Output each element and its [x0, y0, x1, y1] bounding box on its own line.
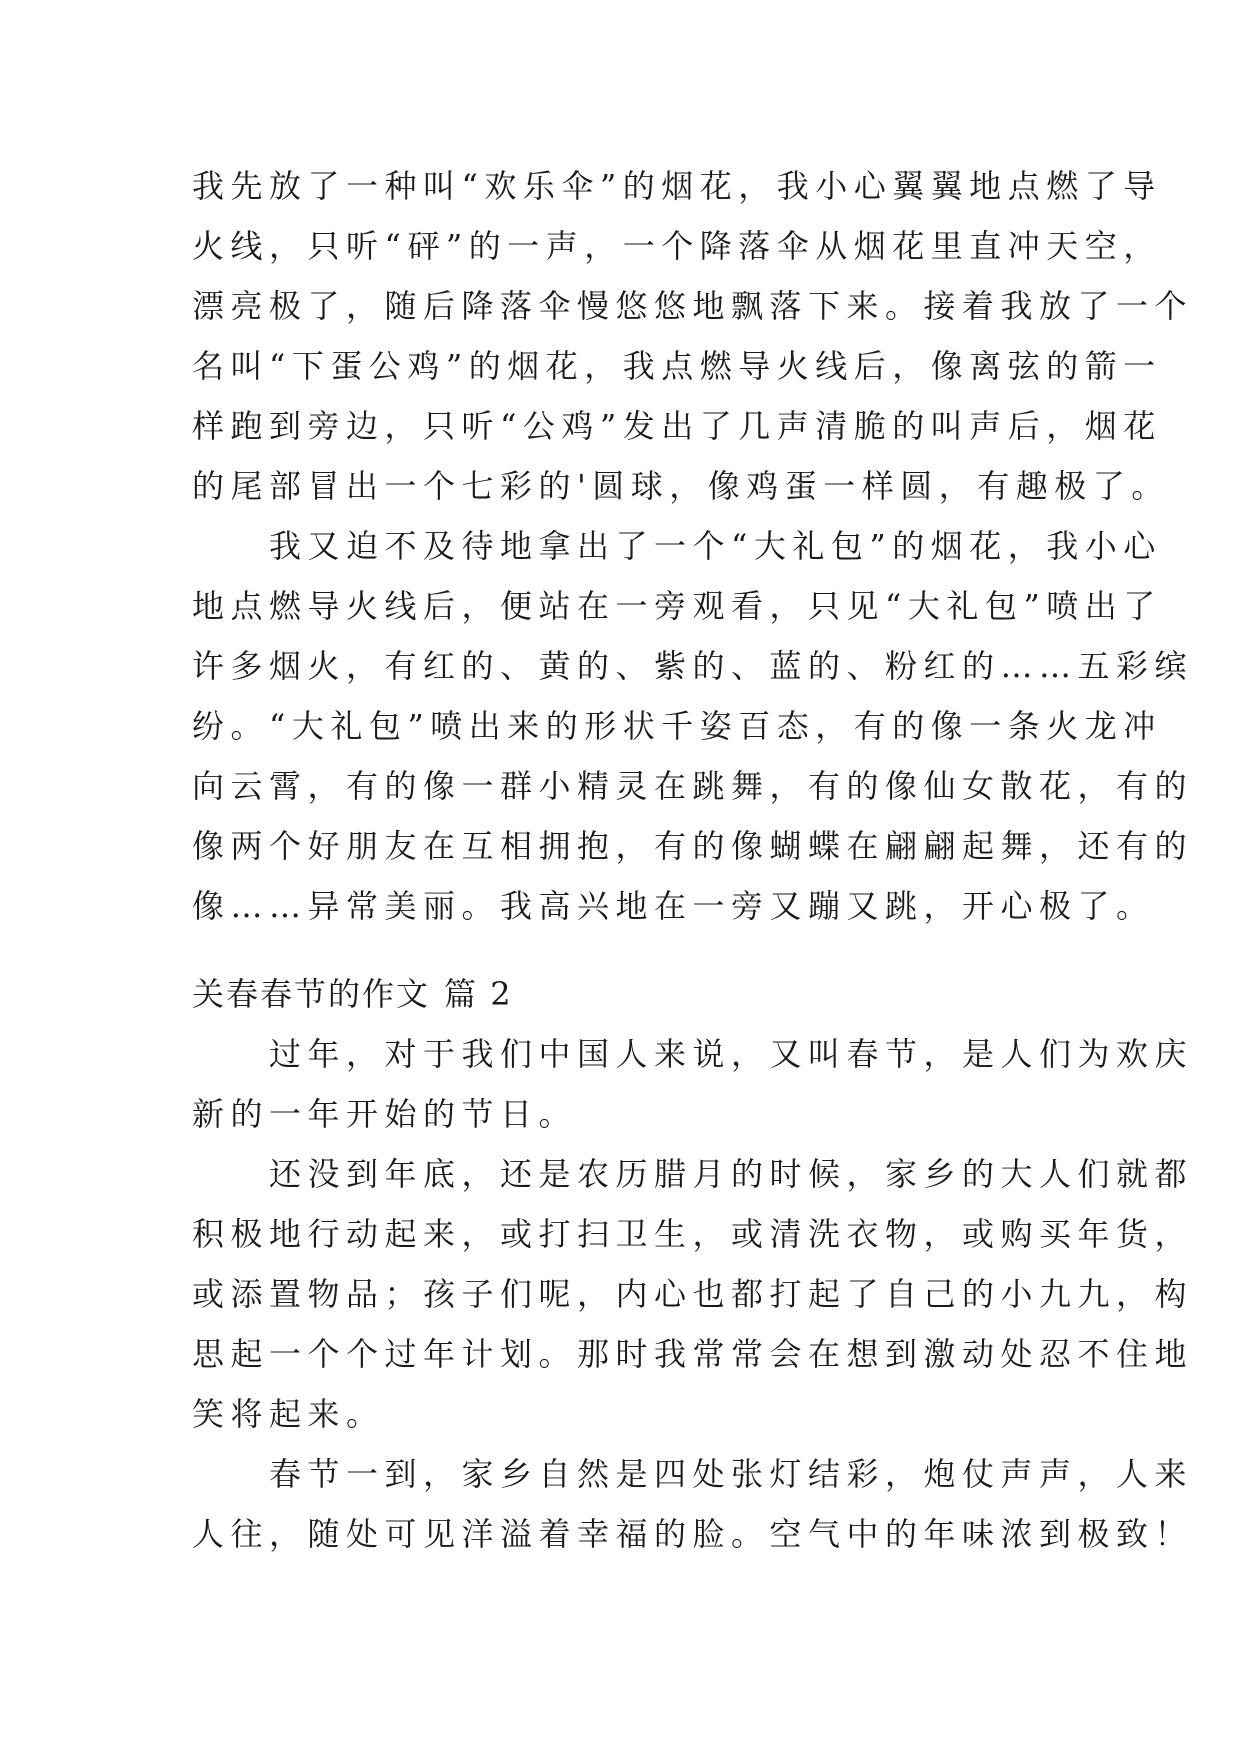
text-line: 像……异常美丽。我高兴地在一旁又蹦又跳，开心极了。	[192, 887, 1155, 925]
text-line: 纷。“大礼包”喷出来的形状千姿百态，有的像一条火龙冲	[192, 707, 1162, 745]
heading-tag: 篇 2	[444, 975, 513, 1013]
text-line: 许多烟火，有红的、黄的、紫的、蓝的、粉红的……五彩缤	[192, 647, 1194, 685]
paragraph-4	[192, 1144, 1194, 1444]
text-line: 春节一到，家乡自然是四处张灯结彩，炮仗声声，人来	[192, 1455, 1194, 1493]
text-line: 地点燃导火线后，便站在一旁观看，只见“大礼包”喷出了	[192, 587, 1162, 625]
text-line: 过年，对于我们中国人来说，又叫春节，是人们为欢庆	[192, 1035, 1194, 1073]
text-line: 笑将起来。	[192, 1395, 385, 1433]
text-line: 我先放了一种叫“欢乐伞”的烟花，我小心翼翼地点燃了导	[192, 167, 1162, 205]
paragraph-3	[192, 1024, 1194, 1144]
section-heading	[192, 964, 1070, 1024]
paragraph-1	[192, 156, 1194, 516]
section-gap	[192, 936, 1070, 964]
paragraph-2	[192, 516, 1194, 936]
heading-title: 关春春节的作文	[192, 975, 431, 1013]
text-line: 像两个好朋友在互相拥抱，有的像蝴蝶在翩翩起舞，还有的	[192, 827, 1194, 865]
document-body	[192, 156, 1194, 1564]
text-line: 样跑到旁边，只听“公鸡”发出了几声清脆的叫声后，烟花	[192, 407, 1162, 445]
text-line: 漂亮极了，随后降落伞慢悠悠地飘落下来。接着我放了一个	[192, 287, 1194, 325]
paragraph-5	[192, 1444, 1194, 1564]
text-line: 新的一年开始的节日。	[192, 1095, 578, 1133]
text-line: 火线，只听“砰”的一声，一个降落伞从烟花里直冲天空，	[192, 227, 1162, 265]
text-line: 思起一个个过年计划。那时我常常会在想到激动处忍不住地	[192, 1335, 1194, 1373]
text-line: 或添置物品；孩子们呢，内心也都打起了自己的小九九，构	[192, 1275, 1194, 1313]
text-line: 向云霄，有的像一群小精灵在跳舞，有的像仙女散花，有的	[192, 767, 1194, 805]
text-line: 我又迫不及待地拿出了一个“大礼包”的烟花，我小心	[192, 527, 1162, 565]
text-line: 积极地行动起来，或打扫卫生，或清洗衣物，或购买年货，	[192, 1215, 1194, 1253]
text-line: 名叫“下蛋公鸡”的烟花，我点燃导火线后，像离弦的箭一	[192, 347, 1162, 385]
text-line: 还没到年底，还是农历腊月的时候，家乡的大人们就都	[192, 1155, 1194, 1193]
text-line: 的尾部冒出一个七彩的'圆球，像鸡蛋一样圆，有趣极了。	[192, 467, 1170, 505]
text-line: 人往，随处可见洋溢着幸福的脸。空气中的年味浓到极致！	[192, 1515, 1194, 1553]
